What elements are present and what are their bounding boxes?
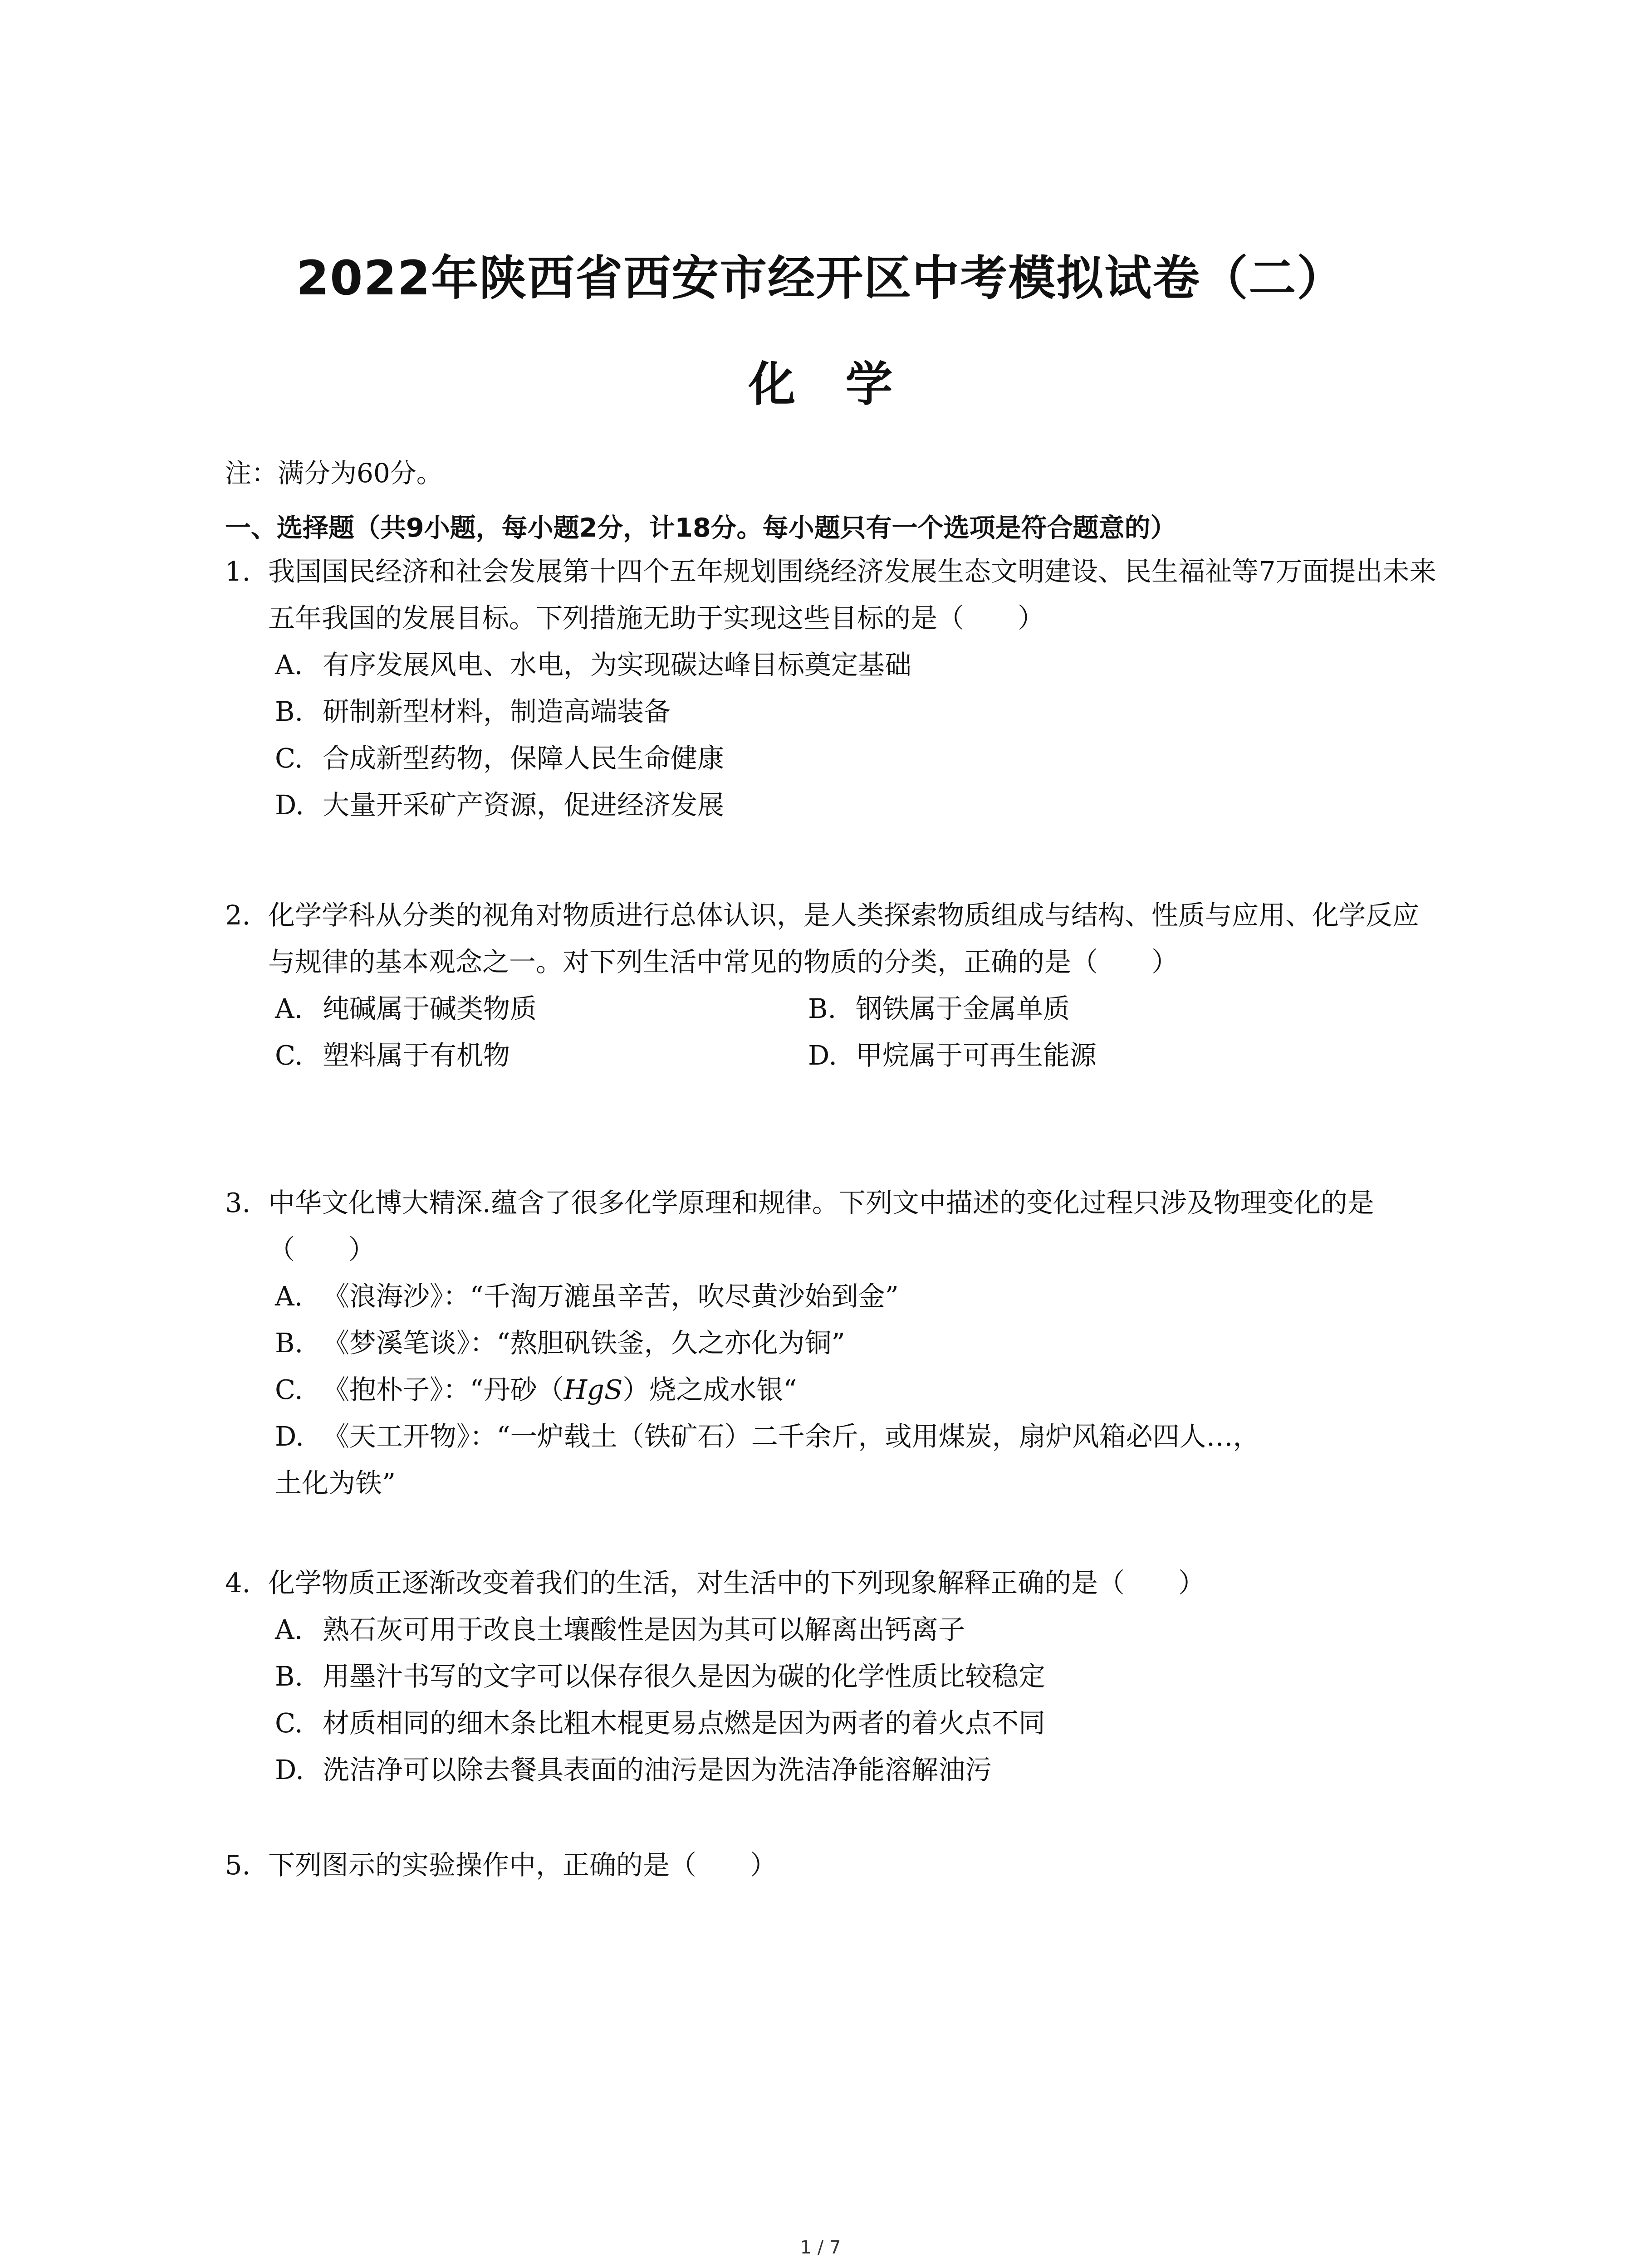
option-a	[225, 641, 1441, 688]
option-letter: C.	[275, 743, 303, 774]
option-letter: B.	[275, 696, 304, 727]
question-number: 4.	[225, 1567, 251, 1598]
option-a	[275, 985, 808, 1032]
page-indicator: 1 / 7	[800, 2237, 841, 2258]
option-a	[225, 1606, 1441, 1653]
question-text: 中华文化博大精深.蕴含了很多化学原理和规律。下列文中描述的变化过程只涉及物理变化的是（ ）	[268, 1187, 1374, 1265]
option-letter: D.	[275, 789, 304, 821]
option-text: 《天工开物》：“一炉载土（铁矿石）二千余斤，或用煤炭，扇炉风箱必四人…，	[323, 1421, 1260, 1452]
option-b	[808, 985, 1341, 1032]
option-d	[808, 1032, 1341, 1079]
option-text: 塑料属于有机物	[323, 1040, 510, 1071]
option-text: 洗洁净可以除去餐具表面的油污是因为洗洁净能溶解油污	[323, 1754, 992, 1785]
question-text: 我国国民经济和社会发展第十四个五年规划围绕经济发展生态文明建设、民生福祉等7万面提出未来五年我国的发展目标。下列措施无助于实现这些目标的是（ ）	[268, 556, 1436, 634]
option-letter: B.	[275, 1661, 304, 1692]
option-text: 甲烷属于可再生能源	[856, 1040, 1097, 1071]
option-text: 用墨汁书写的文字可以保存很久是因为碳的化学性质比较稳定	[323, 1661, 1046, 1692]
question-text: 下列图示的实验操作中，正确的是（ ）	[268, 1849, 777, 1881]
option-letter: D.	[808, 1040, 837, 1071]
option-b	[225, 688, 1441, 735]
option-letter: C.	[275, 1707, 303, 1739]
option-text: 材质相同的细木条比粗木棍更易点燃是因为两者的着火点不同	[323, 1707, 1046, 1739]
option-letter: B.	[275, 1327, 304, 1359]
option-text: 大量开采矿产资源，促进经济发展	[323, 789, 725, 821]
question-number: 2.	[225, 899, 251, 931]
option-text-after: ）烧之成水银“	[622, 1374, 797, 1405]
question-stem	[225, 1559, 1441, 1606]
question-number: 5.	[225, 1849, 251, 1881]
option-b	[225, 1653, 1441, 1700]
question-1	[225, 548, 1441, 828]
option-c	[225, 1700, 1441, 1746]
option-c	[225, 1366, 1441, 1413]
question-number: 1.	[225, 556, 251, 587]
option-letter: A.	[275, 649, 303, 680]
option-c	[275, 1032, 808, 1079]
question-text: 化学学科从分类的视角对物质进行总体认识，是人类探索物质组成与结构、性质与应用、化学反应与规律的基本观念之一。对下列生活中常见的物质的分类，正确的是（ ）	[268, 899, 1420, 978]
option-text: 钢铁属于金属单质	[856, 993, 1070, 1024]
option-letter: D.	[275, 1754, 304, 1785]
option-text: 研制新型材料，制造高端装备	[323, 696, 671, 727]
option-d	[225, 782, 1441, 828]
option-text: 熟石灰可用于改良土壤酸性是因为其可以解离出钙离子	[323, 1614, 965, 1645]
option-text: 合成新型药物，保障人民生命健康	[323, 743, 725, 774]
question-stem	[225, 548, 1441, 641]
option-row	[225, 985, 1441, 1032]
option-letter: C.	[275, 1374, 303, 1405]
question-stem	[225, 1179, 1441, 1273]
section-heading: 一、选择题（共9小题，每小题2分，计18分。每小题只有一个选项是符合题意的）	[225, 513, 1176, 543]
exam-title: 2022年陕西省西安市经开区中考模拟试卷（二）	[296, 250, 1345, 306]
option-b	[225, 1320, 1441, 1366]
option-text: 纯碱属于碱类物质	[323, 993, 537, 1024]
question-3	[225, 1179, 1441, 1506]
option-text: 《梦溪笔谈》：“熬胆矾铁釜，久之亦化为铜”	[323, 1327, 845, 1359]
option-letter: A.	[275, 993, 303, 1024]
option-letter: B.	[808, 993, 837, 1024]
option-d	[225, 1746, 1441, 1793]
score-note: 注：满分为60分。	[225, 458, 443, 489]
option-letter: C.	[275, 1040, 303, 1071]
option-letter: A.	[275, 1614, 303, 1645]
chemical-formula: HgS	[563, 1374, 623, 1405]
option-text-before: 《抱朴子》：“丹砂（	[323, 1374, 564, 1405]
option-text-continued: 土化为铁”	[275, 1467, 396, 1499]
question-text: 化学物质正逐渐改变着我们的生活，对生活中的下列现象解释正确的是（ ）	[268, 1567, 1205, 1598]
subject-title: 化学	[748, 357, 943, 412]
option-row	[225, 1032, 1441, 1079]
option-c	[225, 735, 1441, 782]
option-a	[225, 1273, 1441, 1320]
option-text: 《浪海沙》：“千淘万漉虽辛苦，吹尽黄沙始到金”	[323, 1281, 899, 1312]
question-5	[225, 1842, 1441, 1888]
question-4	[225, 1559, 1441, 1793]
option-d	[225, 1413, 1441, 1506]
question-stem	[225, 1842, 1441, 1888]
question-2	[225, 892, 1441, 1079]
option-letter: D.	[275, 1421, 304, 1452]
question-number: 3.	[225, 1187, 251, 1218]
option-letter: A.	[275, 1281, 303, 1312]
option-text: 有序发展风电、水电，为实现碳达峰目标奠定基础	[323, 649, 912, 680]
question-stem	[225, 892, 1441, 985]
